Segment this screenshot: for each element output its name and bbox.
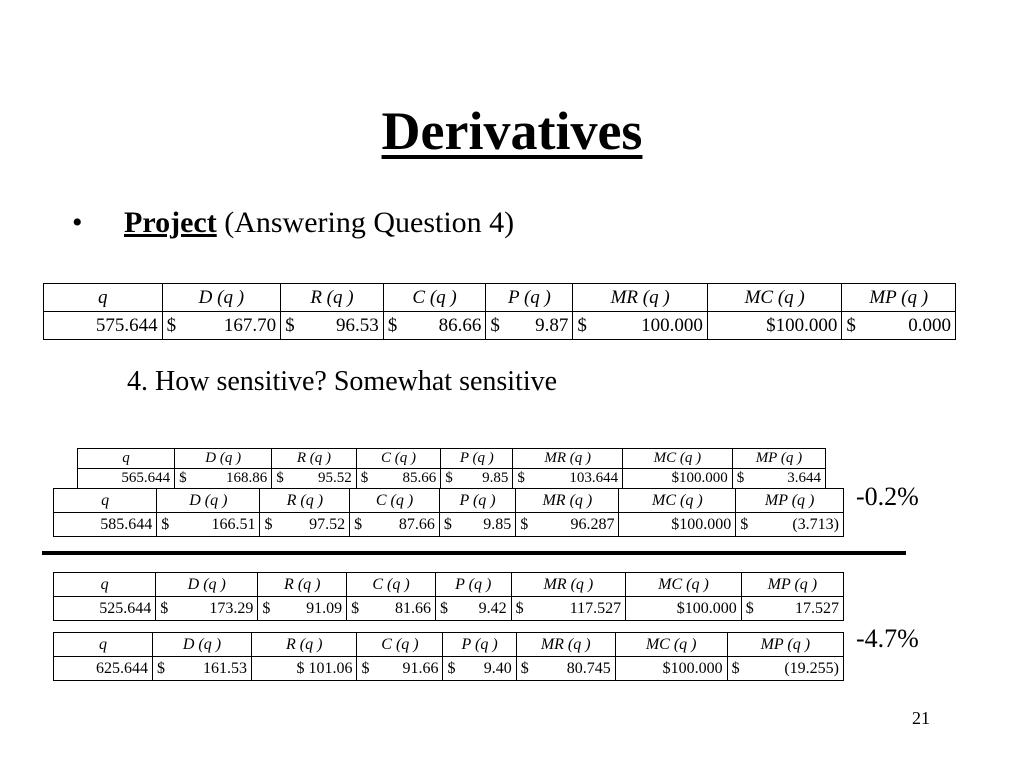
currency-sign: $	[387, 315, 398, 336]
value-cell	[707, 312, 841, 340]
header-cell: D (q )	[156, 573, 258, 597]
header-cell: MR (q )	[513, 449, 623, 469]
value-cell	[281, 312, 384, 340]
header-cell: MR (q )	[511, 573, 626, 597]
slide-title: Derivatives	[381, 101, 643, 161]
value: (19.255)	[784, 659, 839, 677]
sensitivity-table-625	[53, 632, 844, 681]
change-small: -0.2%	[856, 482, 919, 511]
value-cell	[435, 597, 511, 621]
currency-sign: $	[262, 599, 271, 617]
q-cell: 525.644	[54, 597, 156, 621]
header-cell: D (q )	[157, 489, 260, 513]
header-cell: MP (q )	[842, 284, 956, 312]
header-cell: C (q )	[347, 573, 436, 597]
header-cell: MC (q )	[707, 284, 841, 312]
value: 91.66	[402, 659, 439, 677]
value-cell	[162, 312, 281, 340]
header-cell: MC (q )	[623, 449, 733, 469]
value: 85.66	[402, 470, 437, 486]
header-cell: MC (q )	[626, 573, 742, 597]
currency-sign: $	[351, 599, 360, 617]
header-cell: R (q )	[260, 489, 350, 513]
header-cell: MP (q )	[727, 633, 843, 657]
bullet-marker: •	[72, 206, 83, 239]
header-cell: P (q )	[439, 489, 515, 513]
header-cell: R (q )	[258, 573, 347, 597]
header-cell: D (q )	[162, 284, 281, 312]
header-cell: MR (q )	[516, 633, 615, 657]
value: 17.527	[795, 599, 839, 617]
q-cell: 585.644	[54, 513, 157, 537]
value-cell	[516, 657, 615, 681]
currency-sign: $	[166, 315, 177, 336]
header-cell: MR (q )	[516, 489, 619, 513]
value-cell	[486, 312, 573, 340]
value: 9.87	[535, 315, 569, 336]
value-cell	[439, 513, 515, 537]
header-cell: P (q )	[441, 449, 513, 469]
value: 103.644	[569, 470, 619, 486]
value: 97.52	[309, 515, 346, 533]
header-cell: P (q )	[435, 573, 511, 597]
header-cell: q	[54, 573, 156, 597]
currency-sign: $	[439, 599, 448, 617]
change-large: -4.7%	[856, 624, 919, 653]
header-cell: q	[78, 449, 175, 469]
value: $100.000	[671, 470, 728, 486]
header-cell: q	[54, 489, 157, 513]
currency-sign: $	[285, 315, 295, 336]
value-cell	[516, 513, 619, 537]
header-cell: C (q )	[357, 633, 443, 657]
header-cell: MR (q )	[573, 284, 707, 312]
sensitivity-table-565	[77, 448, 826, 489]
value: $100.000	[676, 599, 737, 617]
value-cell	[513, 469, 623, 489]
value-cell	[626, 597, 742, 621]
sensitivity-table-585	[53, 488, 844, 537]
header-cell: MC (q )	[619, 489, 736, 513]
q-cell: 625.644	[54, 657, 153, 681]
header-cell: MP (q )	[736, 489, 844, 513]
currency-sign: $	[515, 599, 524, 617]
q-cell: 575.644	[44, 312, 163, 340]
header-cell: q	[54, 633, 153, 657]
currency-sign: $	[264, 515, 273, 533]
value: 173.29	[209, 599, 254, 617]
value-cell	[152, 657, 251, 681]
currency-sign: $	[736, 470, 745, 486]
value: 95.52	[317, 470, 352, 486]
page-number: 21	[912, 708, 930, 728]
currency-sign: $	[520, 659, 529, 677]
value-cell	[736, 513, 844, 537]
value: 9.85	[482, 470, 509, 486]
currency-sign: $	[161, 515, 170, 533]
value-cell	[347, 597, 436, 621]
currency-sign: $	[731, 659, 740, 677]
header-cell: C (q )	[350, 489, 440, 513]
value: 9.85	[483, 515, 512, 533]
currency-sign: $	[443, 515, 452, 533]
value: 87.66	[398, 515, 435, 533]
currency-sign: $	[156, 659, 165, 677]
currency-sign: $	[846, 315, 856, 336]
value-cell	[842, 312, 956, 340]
value: 80.745	[566, 659, 611, 677]
header-cell: C (q )	[356, 449, 441, 469]
value: 9.40	[483, 659, 512, 677]
currency-sign: $	[740, 515, 749, 533]
currency-sign: $	[577, 315, 587, 336]
header-cell: C (q )	[383, 284, 486, 312]
currency-sign: $	[520, 515, 529, 533]
value-cell	[732, 469, 825, 489]
header-cell: q	[44, 284, 163, 312]
value: 3.644	[787, 470, 821, 486]
value: $100.000	[671, 515, 732, 533]
value: 91.09	[306, 599, 343, 617]
value-cell	[260, 513, 350, 537]
question-text: 4. How sensitive? Somewhat sensitive	[127, 366, 558, 397]
currency-sign: $	[160, 599, 169, 617]
header-cell: MC (q )	[615, 633, 727, 657]
value-cell	[573, 312, 707, 340]
currency-sign: $	[490, 315, 500, 336]
value-cell	[175, 469, 272, 489]
value: 161.53	[202, 659, 247, 677]
currency-sign: $	[179, 470, 187, 486]
value: (3.713)	[792, 515, 839, 533]
bullet-keyword: Project	[124, 206, 217, 239]
value-cell	[356, 469, 441, 489]
header-cell: R (q )	[281, 284, 384, 312]
bullet-text: (Answering Question 4)	[224, 206, 515, 239]
header-cell: P (q )	[443, 633, 516, 657]
value: 117.527	[569, 599, 622, 617]
header-cell: MP (q )	[741, 573, 843, 597]
value-cell	[615, 657, 727, 681]
header-cell: D (q )	[175, 449, 272, 469]
currency-sign: $	[745, 599, 754, 617]
header-cell: D (q )	[152, 633, 251, 657]
value: 96.287	[570, 515, 615, 533]
value: $100.000	[766, 315, 838, 336]
value-cell	[350, 513, 440, 537]
value: 100.000	[641, 315, 703, 336]
header-cell: P (q )	[486, 284, 573, 312]
value-cell	[623, 469, 733, 489]
value-cell	[727, 657, 843, 681]
header-cell: MP (q )	[732, 449, 825, 469]
currency-sign: $	[354, 515, 363, 533]
value-cell	[511, 597, 626, 621]
value-cell	[443, 657, 516, 681]
value: 0.000	[908, 315, 951, 336]
value: 81.66	[394, 599, 431, 617]
separator-line	[42, 551, 906, 555]
value-cell	[619, 513, 736, 537]
currency-sign: $	[360, 470, 369, 486]
currency-sign: $	[445, 470, 453, 486]
value-cell	[272, 469, 357, 489]
value: 166.51	[211, 515, 256, 533]
currency-sign: $	[276, 470, 284, 486]
sensitivity-table-525	[53, 572, 844, 621]
currency-sign: $	[517, 470, 525, 486]
bullet-item	[72, 206, 514, 240]
value: 167.70	[223, 315, 277, 336]
value-cell	[441, 469, 513, 489]
value: $100.000	[662, 659, 723, 677]
value-cell	[741, 597, 843, 621]
value: 9.42	[478, 599, 507, 617]
value-cell	[258, 597, 347, 621]
value: 86.66	[438, 315, 482, 336]
value-cell	[157, 513, 260, 537]
value-cell	[357, 657, 443, 681]
currency-sign: $	[361, 659, 370, 677]
value: 96.53	[336, 315, 379, 336]
value-cell	[383, 312, 486, 340]
header-cell: R (q )	[272, 449, 357, 469]
main-table	[43, 283, 956, 340]
q-cell: 565.644	[78, 469, 175, 489]
currency-sign: $	[447, 659, 456, 677]
value-cell	[251, 657, 356, 681]
value: $ 101.06	[296, 659, 353, 677]
value: 168.86	[225, 470, 268, 486]
value-cell	[156, 597, 258, 621]
header-cell: R (q )	[251, 633, 356, 657]
